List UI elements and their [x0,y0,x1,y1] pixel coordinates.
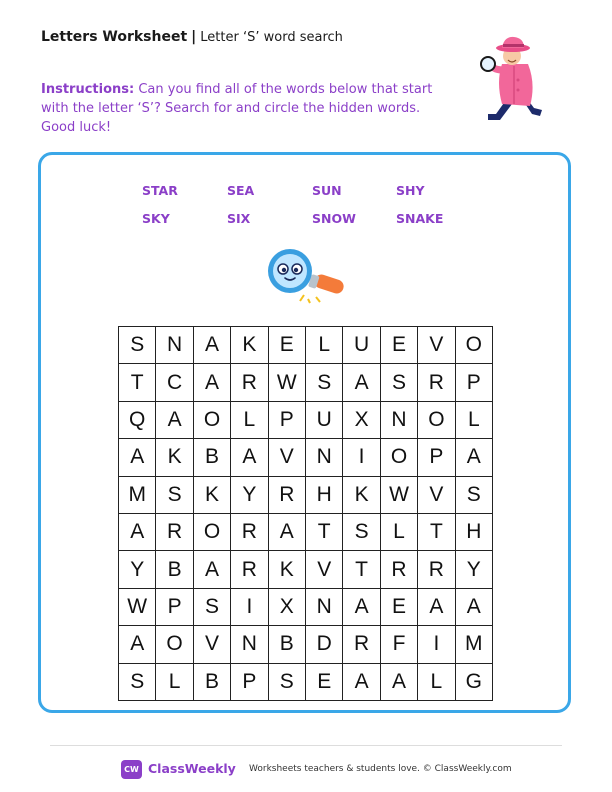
grid-cell[interactable]: A [343,664,380,701]
grid-cell[interactable]: R [269,477,306,514]
page-header [41,28,343,47]
grid-cell[interactable]: P [269,402,306,439]
grid-cell[interactable]: A [381,664,418,701]
classweekly-logo-icon: CW [121,760,142,779]
brand-name: ClassWeekly [148,761,236,776]
grid-cell[interactable]: V [269,439,306,476]
grid-cell[interactable]: I [418,626,455,663]
magnifying-glass-icon [264,247,352,305]
grid-cell[interactable]: E [269,327,306,364]
grid-cell[interactable]: L [156,664,193,701]
instructions [41,80,441,137]
grid-cell[interactable]: T [119,364,156,401]
grid-cell[interactable]: B [194,439,231,476]
grid-cell[interactable]: L [381,514,418,551]
grid-cell[interactable]: W [119,589,156,626]
grid-cell[interactable]: T [418,514,455,551]
grid-cell[interactable]: R [418,551,455,588]
grid-cell[interactable]: A [343,364,380,401]
instructions-text: Can you find all of the words below that start with the letter ‘S’? Search for and circle the hidden words. Good luck! [41,82,433,135]
footer-divider [50,745,562,746]
grid-cell[interactable]: W [269,364,306,401]
grid-cell[interactable]: A [119,626,156,663]
grid-cell[interactable]: Q [119,402,156,439]
grid-cell[interactable]: O [456,327,493,364]
grid-cell[interactable]: L [456,402,493,439]
grid-cell[interactable]: M [119,477,156,514]
grid-cell[interactable]: A [156,402,193,439]
grid-cell[interactable]: P [418,439,455,476]
worksheet-subtitle: Letter ‘S’ word search [200,30,343,45]
grid-cell[interactable]: B [156,551,193,588]
grid-cell[interactable]: A [194,551,231,588]
grid-cell[interactable]: B [269,626,306,663]
grid-cell[interactable]: U [343,327,380,364]
grid-cell[interactable]: X [269,589,306,626]
grid-cell[interactable]: K [343,477,380,514]
grid-cell[interactable]: E [306,664,343,701]
grid-cell[interactable]: P [231,664,268,701]
grid-cell[interactable]: R [381,551,418,588]
word-bank-item: SNOW [312,211,356,226]
grid-cell[interactable]: A [456,439,493,476]
grid-cell[interactable]: E [381,327,418,364]
grid-cell[interactable]: Y [231,477,268,514]
word-bank-item: SNAKE [396,211,444,226]
grid-cell[interactable]: O [194,514,231,551]
letter-grid [118,326,493,701]
grid-cell[interactable]: S [156,477,193,514]
grid-cell[interactable]: A [343,589,380,626]
grid-cell[interactable]: A [418,589,455,626]
grid-cell[interactable]: S [306,364,343,401]
word-bank-item: STAR [142,183,178,198]
grid-cell[interactable]: H [306,477,343,514]
grid-cell[interactable]: N [306,589,343,626]
grid-cell[interactable]: D [306,626,343,663]
grid-cell[interactable]: R [231,364,268,401]
grid-cell[interactable]: N [381,402,418,439]
grid-cell[interactable]: T [306,514,343,551]
grid-cell[interactable]: V [418,477,455,514]
grid-cell[interactable]: E [381,589,418,626]
grid-cell[interactable]: S [119,327,156,364]
grid-cell[interactable]: V [194,626,231,663]
grid-cell[interactable]: O [418,402,455,439]
grid-cell[interactable]: S [456,477,493,514]
grid-cell[interactable]: G [456,664,493,701]
grid-cell[interactable]: L [418,664,455,701]
grid-cell[interactable]: T [343,551,380,588]
grid-cell[interactable]: R [343,626,380,663]
grid-cell[interactable]: N [231,626,268,663]
grid-cell[interactable]: S [194,589,231,626]
detective-illustration [478,34,554,124]
grid-cell[interactable]: K [269,551,306,588]
grid-cell[interactable]: A [119,514,156,551]
grid-cell[interactable]: S [343,514,380,551]
instructions-label: Instructions: [41,82,135,97]
grid-cell[interactable]: I [343,439,380,476]
grid-cell[interactable]: L [306,327,343,364]
grid-cell[interactable]: A [194,364,231,401]
word-bank-item: SKY [142,211,170,226]
grid-cell[interactable]: K [194,477,231,514]
grid-cell[interactable]: B [194,664,231,701]
grid-cell[interactable]: Y [119,551,156,588]
grid-cell[interactable]: N [156,327,193,364]
grid-cell[interactable]: R [156,514,193,551]
grid-cell[interactable]: S [269,664,306,701]
grid-cell[interactable]: R [231,551,268,588]
grid-cell[interactable]: V [418,327,455,364]
worksheet-title: Letters Worksheet [41,29,188,45]
grid-cell[interactable]: A [231,439,268,476]
grid-cell[interactable]: A [269,514,306,551]
grid-cell[interactable]: Y [456,551,493,588]
grid-cell[interactable]: V [306,551,343,588]
grid-cell[interactable]: A [456,589,493,626]
grid-cell[interactable]: R [418,364,455,401]
grid-cell[interactable]: S [381,364,418,401]
grid-cell[interactable]: O [194,402,231,439]
grid-cell[interactable]: M [456,626,493,663]
grid-cell[interactable]: I [231,589,268,626]
grid-cell[interactable]: O [156,626,193,663]
grid-cell[interactable]: P [456,364,493,401]
word-bank-item: SHY [396,183,425,198]
grid-cell[interactable]: R [231,514,268,551]
grid-cell[interactable]: S [119,664,156,701]
grid-cell[interactable]: W [381,477,418,514]
grid-cell[interactable]: F [381,626,418,663]
title-separator: | [191,29,197,45]
grid-cell[interactable]: H [456,514,493,551]
grid-cell[interactable]: U [306,402,343,439]
word-bank-item: SEA [227,183,255,198]
grid-cell[interactable]: K [156,439,193,476]
grid-cell[interactable]: A [119,439,156,476]
grid-cell[interactable]: P [156,589,193,626]
page-footer [0,756,612,782]
grid-cell[interactable]: N [306,439,343,476]
footer-tagline: Worksheets teachers & students love. © ClassWeekly.com [249,764,512,774]
grid-cell[interactable]: X [343,402,380,439]
grid-cell[interactable]: L [231,402,268,439]
word-bank-item: SUN [312,183,342,198]
grid-cell[interactable]: O [381,439,418,476]
grid-cell[interactable]: A [194,327,231,364]
grid-cell[interactable]: K [231,327,268,364]
grid-cell[interactable]: C [156,364,193,401]
word-bank-item: SIX [227,211,251,226]
